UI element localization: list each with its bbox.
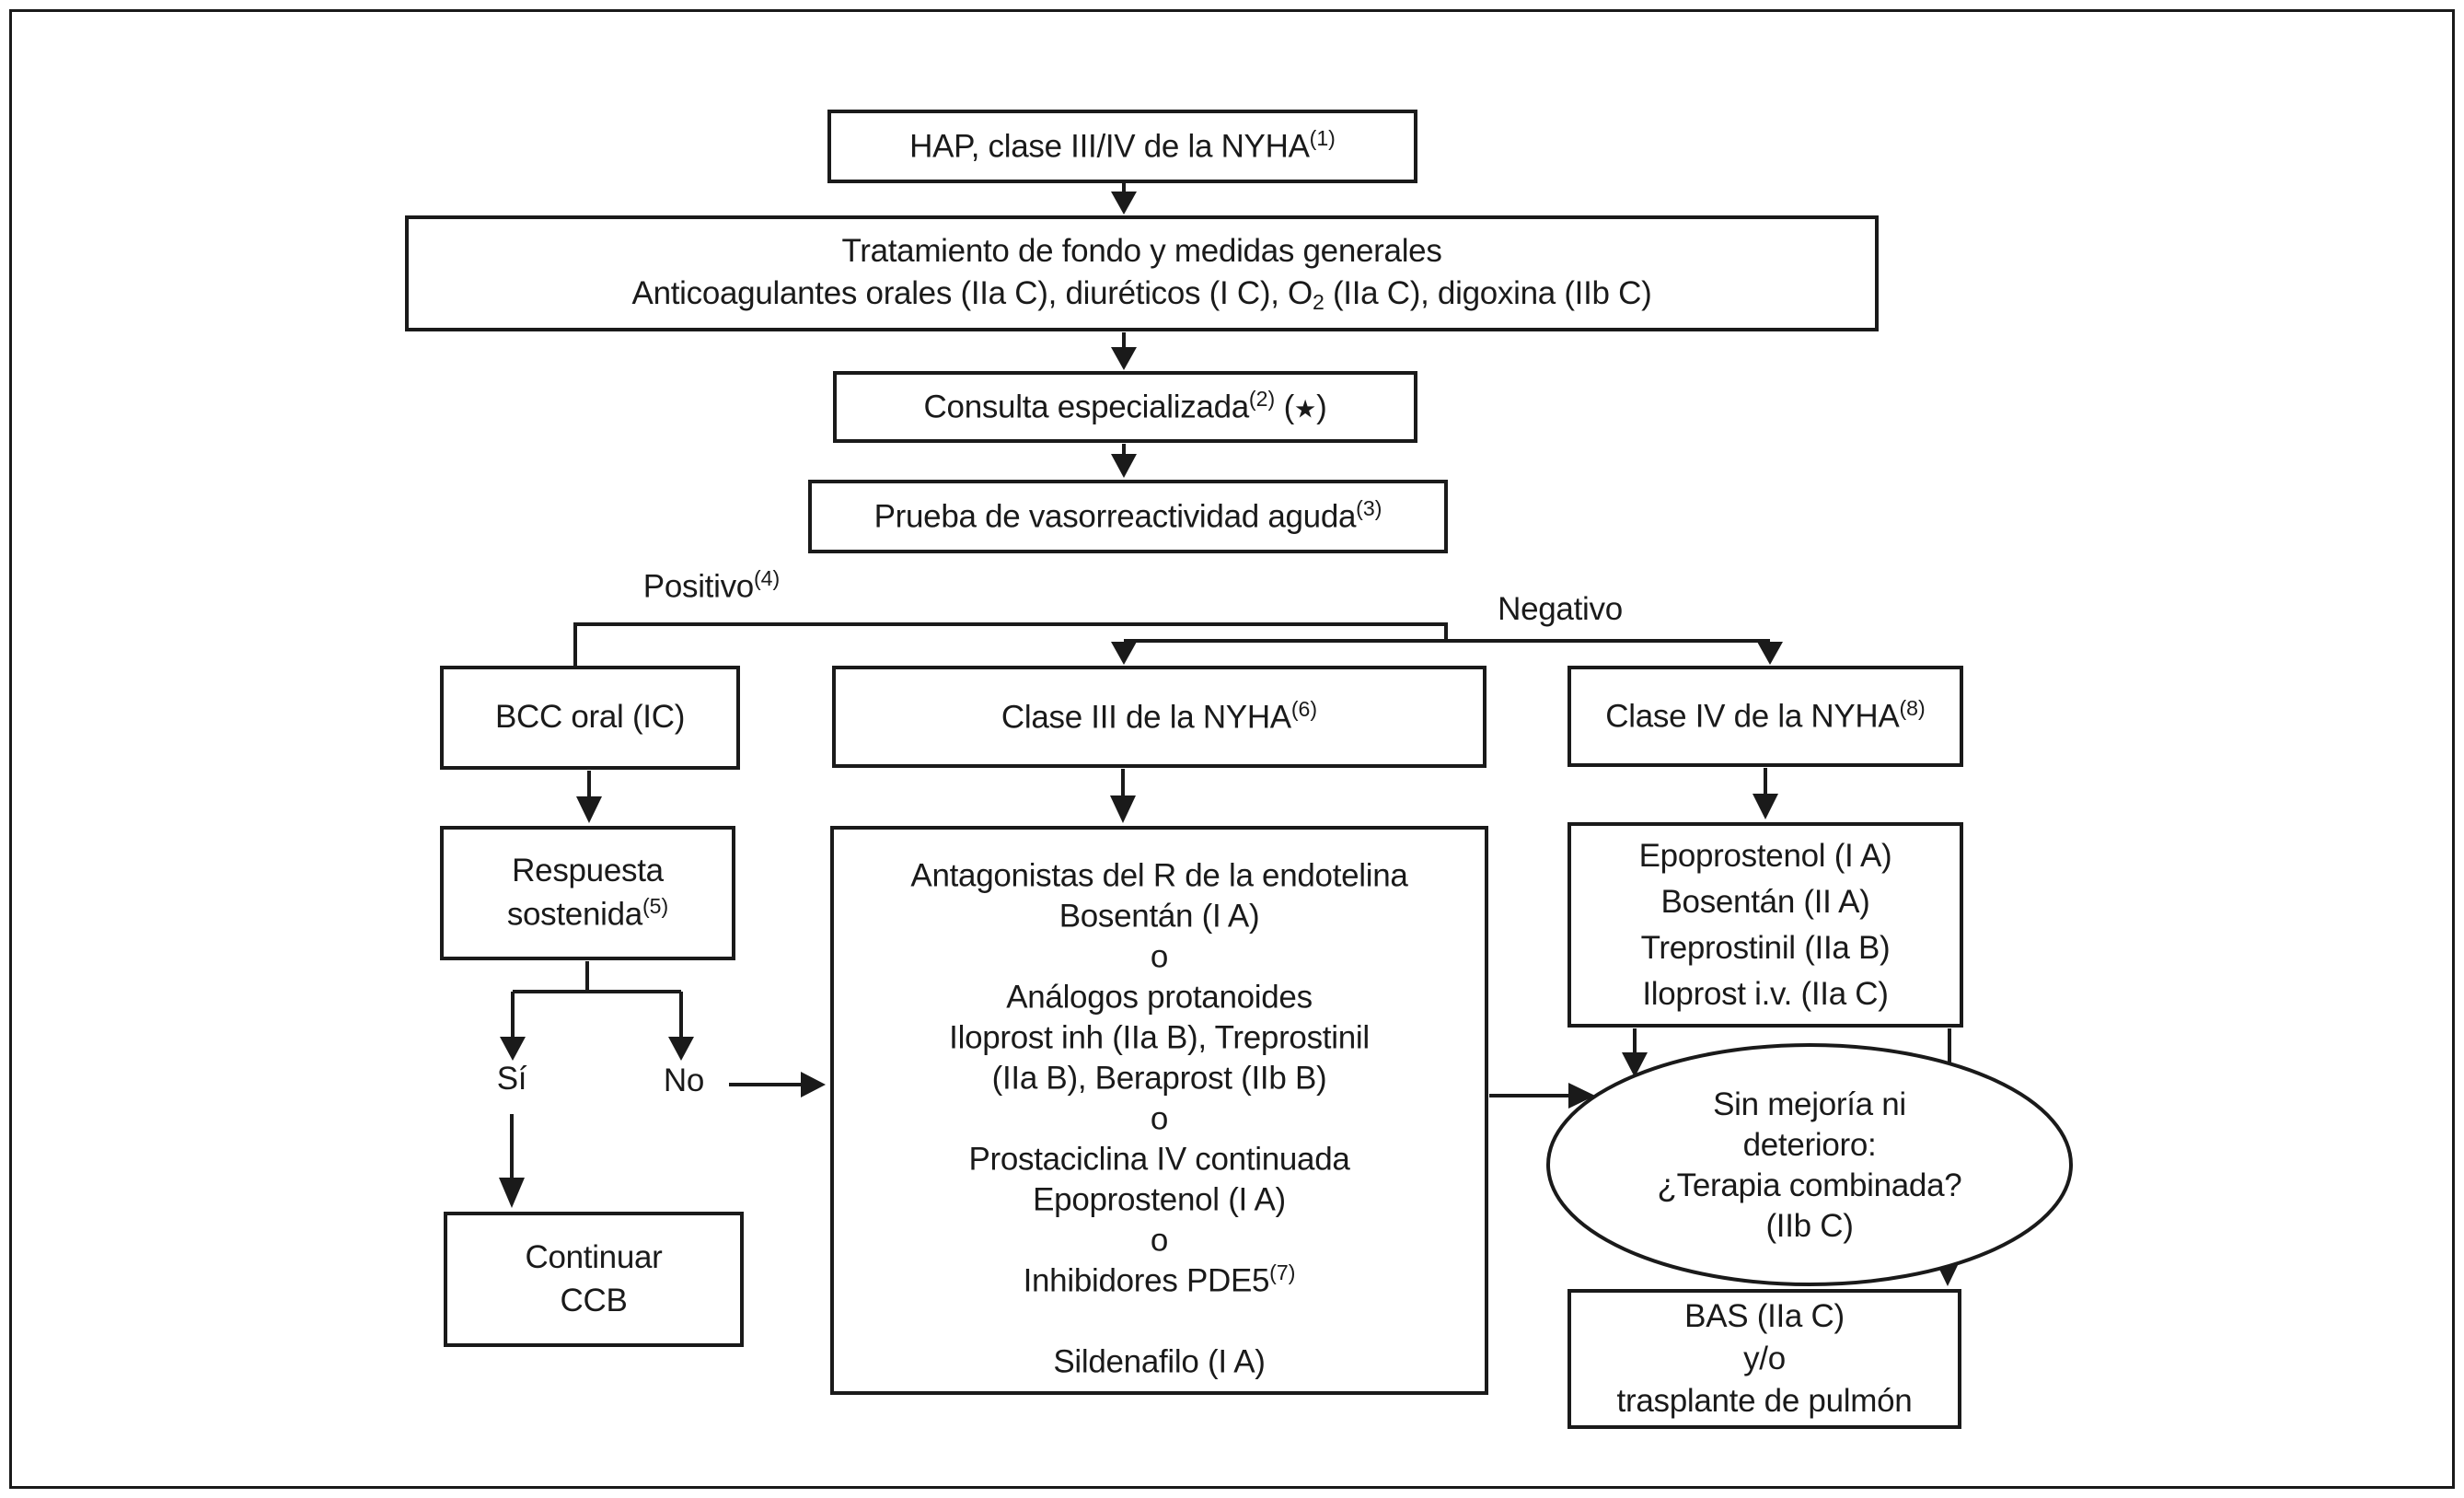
continuar-line2: CCB xyxy=(560,1282,628,1318)
arrow-hap-to-tratamiento xyxy=(1111,183,1137,215)
terapias-line: Iloprost inh (IIa B), Treprostinil xyxy=(949,1019,1370,1056)
box-hap-text: HAP, clase III/IV de la NYHA$^{(1)}$ xyxy=(909,126,1336,165)
ellipse-line: deterioro: xyxy=(1742,1127,1877,1163)
tx-line: Bosentán (II A) xyxy=(1660,883,1870,920)
box-continuar xyxy=(444,1212,744,1347)
terapias-line: Prostaciclina IV continuada xyxy=(968,1141,1350,1178)
box-consulta xyxy=(833,371,1417,443)
arrow-tratamiento-to-consulta xyxy=(1111,332,1137,370)
tx-line: Treprostinil (IIa B) xyxy=(1640,929,1891,966)
ellipse-line: (IIb C) xyxy=(1765,1208,1854,1244)
box-prueba xyxy=(808,480,1448,553)
terapias-line: (IIa B), Beraprost (IIb B) xyxy=(991,1060,1327,1097)
terapias-line: Epoprostenol (I A) xyxy=(1033,1181,1286,1218)
box-bcc-text: BCC oral (IC) xyxy=(494,699,686,736)
star-icon: ★ xyxy=(1293,394,1317,424)
box-clase4-tratamientos xyxy=(1567,822,1963,1028)
label-negativo: Negativo xyxy=(1498,591,1623,627)
ellipse-line: Sin mejoría ni xyxy=(1713,1086,1906,1122)
box-tratamiento xyxy=(405,215,1879,331)
continuar-line1: Continuar xyxy=(525,1239,663,1276)
terapias-line: Sildenafilo (I A) xyxy=(1053,1343,1266,1380)
tx-line: Epoprostenol (I A) xyxy=(1638,837,1892,874)
tratamiento-line2: Anticoagulantes orales (IIa C), diuréticos (I C), $O_2$ (IIa C), digoxina (IIb C) xyxy=(631,275,1652,315)
box-prueba-text: Prueba de vasorreactividad aguda$^{(3)}$ xyxy=(873,496,1382,535)
arrow-si-to-continuar xyxy=(499,1114,525,1208)
branch-lines xyxy=(575,622,1783,666)
box-bas xyxy=(1567,1289,1961,1429)
terapias-line: Análogos protanoides xyxy=(1006,979,1313,1016)
arrow-terapias-to-ellipse xyxy=(1489,1083,1595,1109)
arrow-bcc-to-respuesta xyxy=(576,771,602,823)
respuesta-line1: Respuesta xyxy=(512,852,664,888)
box-clase4 xyxy=(1567,666,1963,767)
box-clase4-text: Clase IV de la NYHA$^{(8)}$ xyxy=(1605,696,1926,735)
label-si: Sí xyxy=(496,1061,527,1097)
label-positivo: Positivo$^{(4)}$ xyxy=(642,566,781,605)
arrow-clase4-to-tx xyxy=(1753,768,1778,819)
arrow-clase3-to-terapias xyxy=(1110,769,1136,823)
bas-line: trasplante de pulmón xyxy=(1616,1383,1913,1420)
box-clase3 xyxy=(832,666,1486,768)
box-consulta-text: Consulta especializada$^{(2)}$ (★) xyxy=(923,387,1327,425)
ellipse-terapia-combinada xyxy=(1587,1085,2032,1247)
box-clase3-text: Clase III de la NYHA$^{(6)}$ xyxy=(1001,696,1318,736)
label-no: No xyxy=(663,1063,705,1098)
arrow-consulta-to-prueba xyxy=(1111,444,1137,478)
bas-line: y/o xyxy=(1743,1340,1786,1376)
terapias-line: o xyxy=(1150,938,1169,975)
tx-line: Iloprost i.v. (IIa C) xyxy=(1642,975,1889,1012)
terapias-line: o xyxy=(1150,1222,1169,1259)
box-hap xyxy=(827,110,1417,183)
terapias-line: Bosentán (I A) xyxy=(1058,898,1260,935)
ellipse-line: ¿Terapia combinada? xyxy=(1657,1167,1962,1203)
arrow-no-to-terapias xyxy=(729,1072,826,1097)
arrow-tx-to-ellipse-left xyxy=(1622,1028,1648,1077)
terapias-line: Antagonistas del R de la endotelina xyxy=(910,857,1408,894)
bas-line: BAS (IIa C) xyxy=(1684,1297,1845,1334)
box-respuesta xyxy=(440,826,735,960)
terapias-line: o xyxy=(1150,1100,1169,1137)
tratamiento-line1: Tratamiento de fondo y medidas generales xyxy=(841,233,1442,270)
box-bcc xyxy=(440,666,740,770)
terapias-line: Inhibidores PDE5$^{(7)}$ xyxy=(1023,1260,1296,1299)
respuesta-split-lines xyxy=(500,961,694,1061)
box-terapias xyxy=(830,826,1488,1395)
respuesta-line2: sostenida$^{(5)}$ xyxy=(506,894,669,933)
